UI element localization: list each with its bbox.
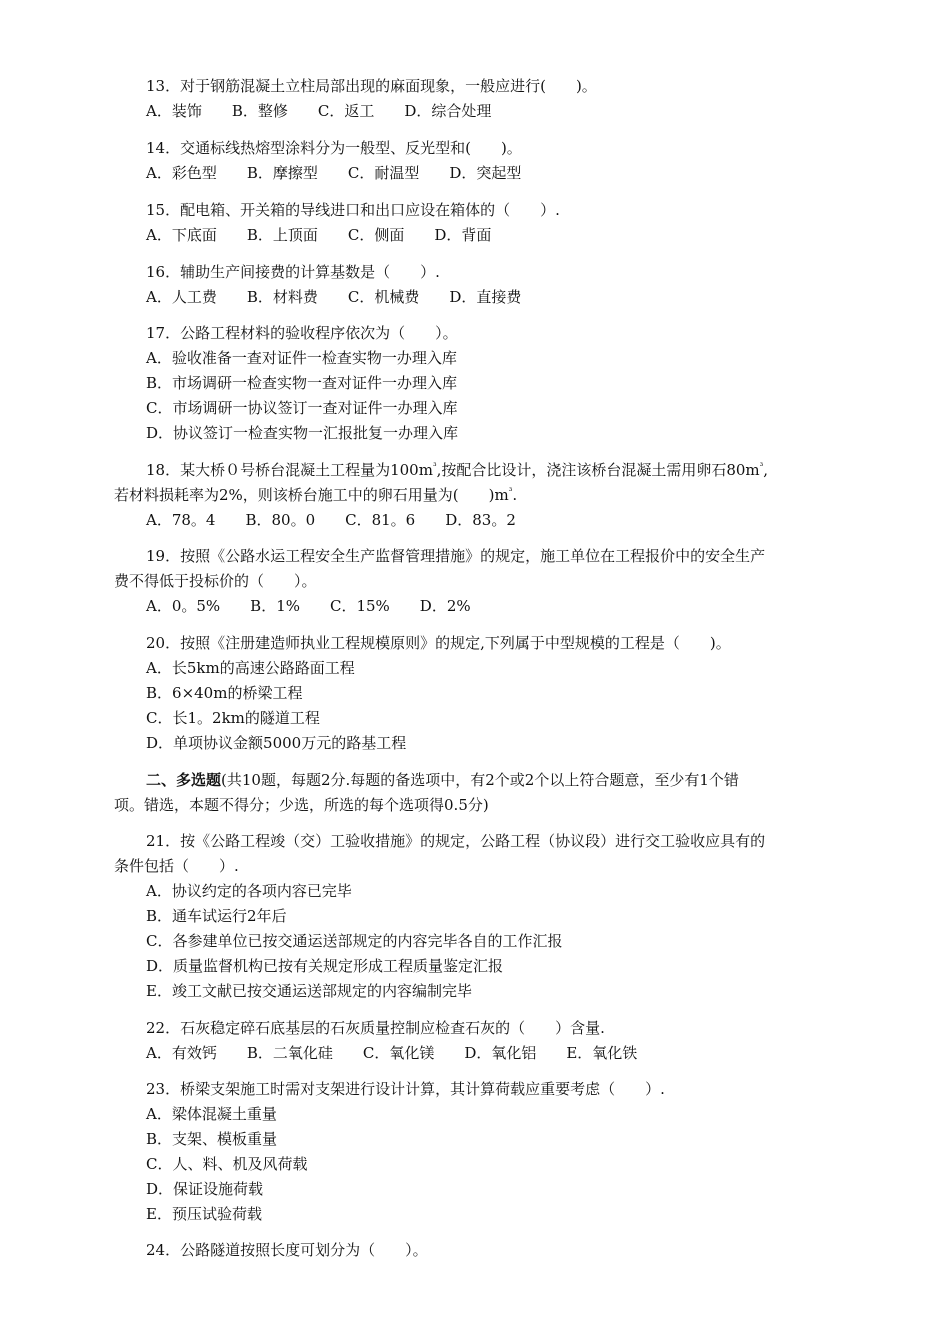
question-22: 22．石灰稳定碎石底基层的石灰质量控制应检查石灰的（ ）含量. — [146, 1019, 605, 1037]
question-18-line-2 — [114, 485, 517, 505]
question-21-option-d: D．质量监督机构已按有关规定形成工程质量鉴定汇报 — [146, 957, 504, 975]
question-13: 13．对于钢筋混凝土立柱局部出现的麻面现象，一般应进行( )。 — [146, 77, 597, 95]
question-23: 23．桥梁支架施工时需对支架进行设计计算，其计算荷载应重要考虑（ ）. — [146, 1080, 665, 1098]
question-20: 20．按照《注册建造师执业工程规模原则》的规定,下列属于中型规模的工程是（ )。 — [146, 634, 731, 652]
question-21-option-a: A．协议约定的各项内容已完毕 — [146, 882, 352, 900]
question-23-option-d: D．保证设施荷载 — [146, 1180, 264, 1198]
question-17-option-d: D．协议签订一检查实物一汇报批复一办理入库 — [146, 424, 459, 442]
question-16-options: A．人工费 B．材料费 C．机械费 D．直接费 — [146, 288, 522, 306]
question-17-option-a: A．验收准备一查对证件一检查实物一办理入库 — [146, 349, 457, 367]
question-17-option-c: C．市场调研一协议签订一查对证件一办理入库 — [146, 399, 458, 417]
question-14-options: A．彩色型 B．摩擦型 C．耐温型 D．突起型 — [146, 164, 522, 182]
question-21-line-1: 21．按《公路工程竣（交）工验收措施》的规定，公路工程（协议段）进行交工验收应具有的 — [146, 832, 766, 850]
question-21-option-c: C．各参建单位已按交通运送部规定的内容完毕各自的工作汇报 — [146, 932, 563, 950]
superscript-3: ³ — [432, 462, 437, 472]
question-18-options: A．78。4 B．80。0 C．81。6 D．83。2 — [146, 511, 516, 529]
question-15-options: A．下底面 B．上顶面 C．侧面 D．背面 — [146, 226, 492, 244]
question-18-line-1 — [146, 460, 768, 480]
question-14: 14．交通标线热熔型涂料分为一般型、反光型和( )。 — [146, 139, 522, 157]
question-18-text-e: . — [512, 486, 518, 504]
question-23-option-a: A．梁体混凝土重量 — [146, 1105, 277, 1123]
question-20-option-b: B．6×40m的桥梁工程 — [146, 684, 303, 702]
question-21-option-b: B．通车试运行2年后 — [146, 907, 287, 925]
question-23-option-e: E．预压试验荷载 — [146, 1205, 262, 1223]
question-20-option-a: A．长5km的高速公路路面工程 — [146, 659, 355, 677]
question-22-options: A．有效钙 B．二氧化硅 C．氧化镁 D．氧化铝 E．氧化铁 — [146, 1044, 638, 1062]
question-19-line-2: 费不得低于投标价的（ ）。 — [114, 572, 317, 590]
question-20-option-d: D．单项协议金额5000万元的路基工程 — [146, 734, 407, 752]
question-23-option-b: B．支架、模板重量 — [146, 1130, 278, 1148]
superscript-3: ³ — [759, 462, 764, 472]
question-23-option-c: C．人、料、机及风荷载 — [146, 1155, 308, 1173]
question-16: 16．辅助生产间接费的计算基数是（ ）. — [146, 263, 440, 281]
question-18-text-b: ,按配合比设计，浇注该桥台混凝土需用卵石80m — [436, 461, 760, 479]
question-13-options: A．装饰 B．整修 C．返工 D．综合处理 — [146, 102, 492, 120]
question-18-text-c: , — [763, 461, 769, 479]
question-18-text-d: 若材料损耗率为2%，则该桥台施工中的卵石用量为( )m — [114, 486, 509, 504]
superscript-3: ³ — [508, 487, 513, 497]
section-instructions-line-1: (共10题，每题2分.每题的备选项中，有2个或2个以上符合题意，至少有1个错 — [221, 771, 739, 789]
question-15: 15．配电箱、开关箱的导线进口和出口应设在箱体的（ ）. — [146, 201, 560, 219]
question-24: 24．公路隧道按照长度可划分为（ ）。 — [146, 1241, 428, 1259]
section-title: 二、多选题 — [146, 771, 222, 789]
question-18-text-a: 18．某大桥０号桥台混凝土工程量为100m — [146, 461, 433, 479]
question-19-options: A．0。5% B．1% C．15% D．2% — [146, 597, 471, 615]
question-17: 17．公路工程材料的验收程序依次为（ ）。 — [146, 324, 458, 342]
section-heading-multiple-choice — [146, 770, 739, 790]
question-21-line-2: 条件包括（ ）. — [114, 857, 239, 875]
question-20-option-c: C．长1。2km的隧道工程 — [146, 709, 320, 727]
question-21-option-e: E．竣工文献已按交通运送部规定的内容编制完毕 — [146, 982, 472, 1000]
section-instructions-line-2: 项。错选，本题不得分；少选，所选的每个选项得0.5分) — [114, 796, 489, 814]
question-17-option-b: B．市场调研一检查实物一查对证件一办理入库 — [146, 374, 458, 392]
question-19-line-1: 19．按照《公路水运工程安全生产监督管理措施》的规定，施工单位在工程报价中的安全生产 — [146, 547, 766, 565]
